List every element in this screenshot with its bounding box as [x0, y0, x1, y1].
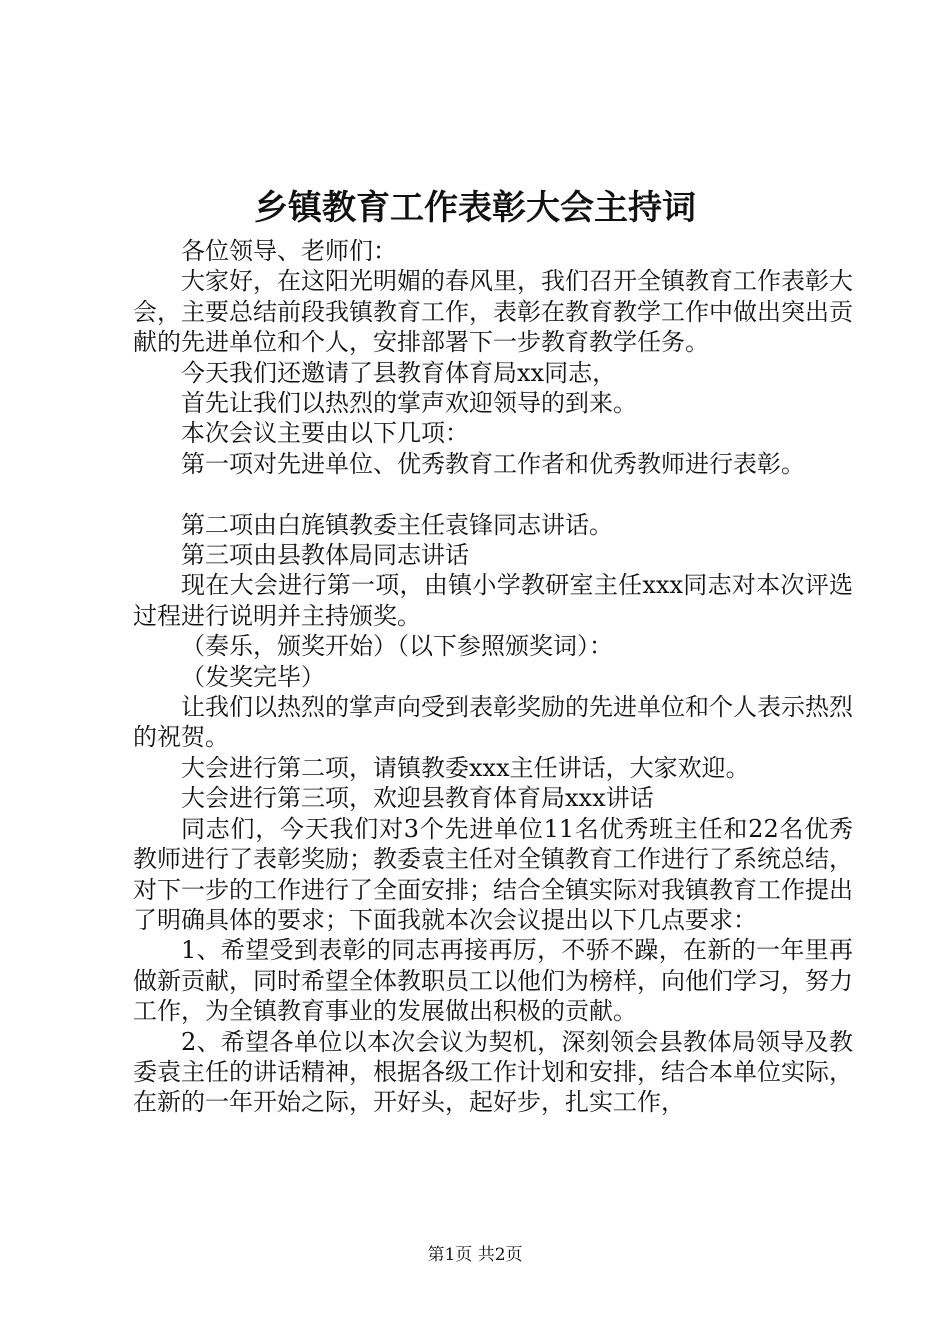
paragraph-second-item: 大会进行第二项，请镇教委xxx主任讲话，大家欢迎。	[181, 753, 750, 782]
blank-line	[133, 479, 853, 509]
paragraph-third-item: 大会进行第三项，欢迎县教育体育局xxx讲话	[181, 784, 654, 813]
paragraph-summary: 同志们，今天我们对3个先进单位11名优秀班主任和22名优秀教师进行了表彰奖励；教委袁主任对全镇教育工作进行了系统总结，对下一步的工作进行了全面安排；结合全镇实际对我镇教育工作提出了明确具体的要求；下面我就本次会议提出以下几点要求：	[133, 814, 853, 934]
paragraph-requirement-2: 2、希望各单位以本次会议为契机，深刻领会县教体局领导及教委袁主任的讲话精神，根据各级工作计划和安排，结合本单位实际，在新的一年开始之际，开好头，起好步，扎实工作，	[133, 1027, 853, 1117]
document-body	[133, 236, 853, 1118]
paragraph-agenda-intro: 本次会议主要由以下几项：	[181, 419, 469, 448]
paragraph-first-item: 现在大会进行第一项，由镇小学教研室主任xxx同志对本次评选过程进行说明并主持颁奖。	[133, 571, 853, 630]
document-title: 乡镇教育工作表彰大会主持词	[254, 188, 696, 228]
paragraph-agenda-item-1: 第一项对先进单位、优秀教育工作者和优秀教师进行表彰。	[181, 449, 805, 478]
paragraph-awards-done: （发奖完毕）	[181, 662, 325, 691]
paragraph-agenda-item-3: 第三项由县教体局同志讲话	[181, 541, 469, 570]
paragraph-welcome: 首先让我们以热烈的掌声欢迎领导的到来。	[181, 389, 637, 418]
paragraph-greeting: 各位领导、老师们：	[181, 237, 397, 265]
paragraph-opening: 大家好，在这阳光明媚的春风里，我们召开全镇教育工作表彰大会，主要总结前段我镇教育工作，表彰在教育教学工作中做出突出贡献的先进单位和个人，安排部署下一步教育教学任务。	[133, 267, 853, 357]
paragraph-music: （奏乐，颁奖开始）（以下参照颁奖词）：	[181, 632, 613, 661]
paragraph-congrats: 让我们以热烈的掌声向受到表彰奖励的先进单位和个人表示热烈的祝贺。	[133, 693, 853, 752]
page-footer: 第1页 共2页	[427, 1245, 523, 1265]
paragraph-agenda-item-2: 第二项由白旄镇教委主任袁锋同志讲话。	[181, 510, 613, 539]
paragraph-requirement-1: 1、希望受到表彰的同志再接再厉，不骄不躁，在新的一年里再做新贡献，同时希望全体教职员工以他们为榜样，向他们学习，努力工作，为全镇教育事业的发展做出积极的贡献。	[133, 936, 853, 1026]
paragraph-invite: 今天我们还邀请了县教育体育局xx同志，	[181, 358, 617, 387]
